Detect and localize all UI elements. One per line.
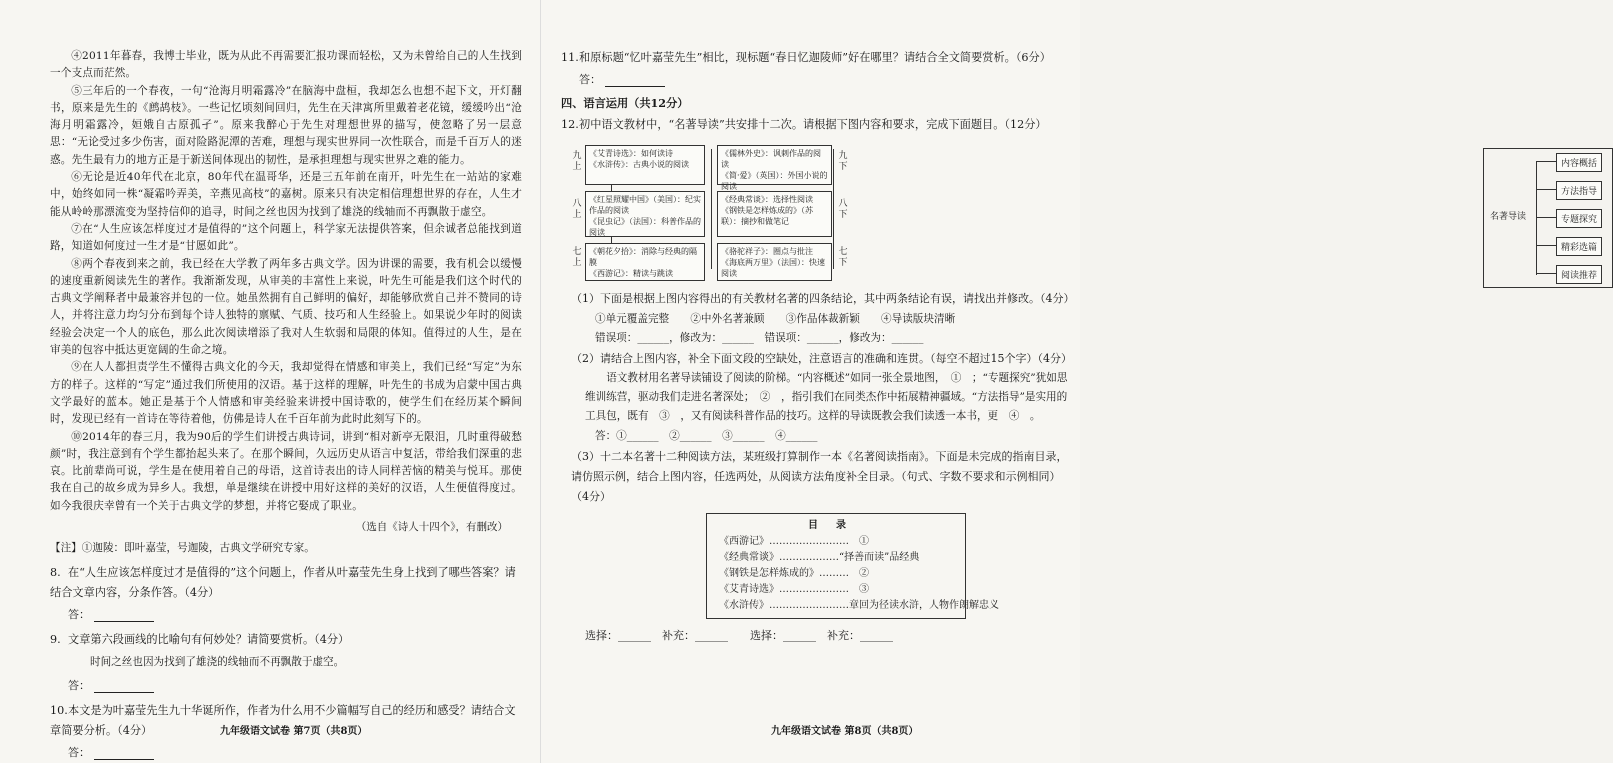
fill-answer-line[interactable]: 答：①______ ②______ ③______ ④______ [595,430,818,442]
answer-label: 答： [579,73,601,86]
answer-blank[interactable] [94,610,154,622]
toc-row: 《钢铁是怎样炼成的》……… ② [719,568,869,579]
subquestion-2: （2）请结合上图内容，补全下面文段的空缺处，注意语言的准确和连贯。（每空不超过15个字）（4分） [571,352,1072,365]
question-number: 9. [50,633,61,647]
answer-line[interactable] [579,71,1070,87]
paragraph-9: ⑨在人人都担责学生不懂得古典文化的今天，我却觉得在情感和审美上，我们已经“写定”为东方的样子。这样的“写定”通过我们所使用的汉语。基于这样的理解，叶先生的书成为启蒙中国古典文学最好的蓝本。她正是基于个人情感和审美经验来讲授中国诗歌的，使学生们在经历某个瞬间时，发现已经有一首诗在等待着他，仿佛是诗人在千百年前为此时此刻写下的。 [50,361,522,426]
toc-row: 《经典常谈》………………“择善而读”品经典 [719,552,920,563]
paragraph-6: ⑥无论是近40年代在北京，80年代在温哥华，还是三五年前在南开，叶先生在一站站的家难中，始终如同一株“凝霜吟弄美，辛燕见高枝”的嘉树。原来只有决定相信理想世界的存在，人生才能从岭岭那漂流变为坚持信仰的追寻，时间之丝也因为找到了雄浇的线轴而不再飘散于虚空。 [50,171,522,218]
answer-label: 答： [68,608,90,622]
footnote: 【注】①迦陵：即叶嘉莹，号迦陵，古典文学研究专家。 [50,542,315,555]
diagram-box: 《朝花夕拾》：消除与经典的隔膜 《西游记》：精读与跳读 [585,243,705,281]
answer-line[interactable] [68,606,522,622]
question-number: 8. [50,566,61,580]
grade-label: 九上 [572,151,582,172]
page-footer: 九年级语文试卷 第7页（共8页） [220,726,368,737]
source-citation: （选自《诗人十四个》，有删改） [355,521,508,534]
diagram-box: 《红星照耀中国》（美国）：纪实作品的阅读 《昆虫记》（法国）：科普作品的阅读 [585,191,705,237]
grade-label: 七下 [838,247,848,268]
page-footer: 九年级语文试卷 第8页（共8页） [771,726,919,737]
toc-row: 《水浒传》……………………章回为径读水浒，人物作朗解忠义 [719,600,999,611]
paragraph-4: ④2011年暮春，我博士毕业，既为从此不再需要汇报功课而轻松，又为未曾给自己的人生找到一个支点而茫然。 [50,50,522,80]
side-item: 精彩选篇 [1556,237,1602,256]
answer-line[interactable] [68,744,522,760]
left-page [0,0,540,763]
paragraph-8: ⑧两个春夜到来之前，我已经在大学教了两年多古典文学。因为讲课的需要，我有机会以缓慢的速度重新阅读先生的著作。我渐渐发现，从审美的丰富性上来说，叶先生可能是我们这个时代的古典文学阐释者中最兼容并包的一位。她虽然拥有自己鲜明的偏好，却能够欣赏自己并不赞同的诗人，并将注意力均匀分布到每个诗人独特的禀赋、气质、技巧和人生经验上。如果说少年时的阅读经验会决定一个人的底色，那么此次阅读增添了我对人生软弱和局限的体知。值得过的人生，是在审美的包容中抵达更宽阔的生命之境。 [50,257,522,357]
answer-blank[interactable] [94,681,154,693]
fill-in-paragraph: 语文教材用名著导读铺设了阅读的阶梯。“内容概述”如同一张全景地图， ① ；“专题探究”犹如思维训练营，驱动我们走进名著深处； ② ，指引我们在同类杰作中拓展精神疆域。“方法指导”是实用的工具包，既有 ③ ，又有阅读科普作品的技巧。这样的导读既教会我们读透一本书，更 ④ 。 [585,372,1068,422]
toc-row: 《艾青诗选》………………… ③ [719,584,869,595]
guide-structure-diagram [1483,148,1613,288]
selection-answer-line[interactable]: 选择：______ 补充：______ 选择：______ 补充：______ [585,629,893,642]
side-item: 内容概括 [1556,153,1602,172]
grade-label: 九下 [838,151,848,172]
question-number: 10. [50,704,68,718]
side-item: 阅读推荐 [1556,265,1602,284]
question-8 [50,563,522,603]
question-text: 文章第六段画线的比喻句有何妙处？请简要赏析。（4分） [68,633,350,647]
diagram-box: 《经典常谈》：选择性阅读 《钢铁是怎样炼成的》（苏联）：摘抄和做笔记 [717,191,832,237]
paragraph-10: ⑩2014年的春三月，我为90后的学生们讲授古典诗词，讲到“相对新亭无限泪，几时重得破愁颜”时，我注意到有个学生都抬起头来了。在那个瞬间，久远历史从语言中复活，带给我们深重的悲哀。比前辈尚可说，学生是在使用着自己的母语，这首诗表出的诗人同样苦恼的精美与悦耳。那使我在自己的故乡成为异乡人。我想，单是继续在讲授中用好这样的美好的汉语，人生便值得度过。如今我很庆幸曾有一个关于古典文学的梦想，并将它娶成了职业。 [50,430,522,512]
question-9 [50,630,522,650]
grade-label: 八下 [838,199,848,220]
correction-line[interactable]: 错误项：______，修改为：______ 错误项：______，修改为：______ [595,332,924,344]
paragraph-5: ⑤三年后的一个春夜，一句“沧海月明霜露冷”在脑海中盘桓，我却怎么也想不起下文，开灯翻书，原来是先生的《鹧鸪枝》。一些记忆顷刻间回归，先生在天津寓所里戴着老花镜，缓缓吟出“沧海月明霜露冷，姮娥自古原孤孑”。原来我醉心于先生对理想世界的描写，使忽略了另一层意思：“无论受过多少伤害，面对险路泥潭的苦难，理想与现实世界同一次性联合，而是千百万人的迷惑。先生最有力的地方正是于新送间体现出的韧性，是承担理想与现实世界之难的能力。 [50,84,522,166]
grade-label: 八上 [572,199,582,220]
paragraph-7: ⑦在“人生应该怎样度过才是值得的”这个问题上，科学家无法提供答案，但余诚者总能找到道路，知道如何度过一生才是“甘愿如此”。 [50,222,522,253]
answer-label: 答： [68,679,90,693]
toc-title: 目录 [808,520,864,531]
diagram-box: 《骆驼祥子》：圈点与批注 《海底两万里》（法国）：快速阅读 [717,243,832,281]
subquestion-3: （3）十二本名著十二种阅读方法，某班级打算制作一本《名著阅读指南》。下面是未完成的指南目录，请仿照示例，结合上图内容，任选两处，从阅读方法角度补全目录。（句式、字数不要求和示例相同）（4分） [571,450,1068,503]
side-item: 专题探究 [1556,209,1602,228]
answer-label: 答： [68,746,90,760]
toc-row: 《西游记》…………………… ① [719,536,869,547]
grade-label: 七上 [572,247,582,268]
question-text: 在“人生应该怎样度过才是值得的”这个问题上，作者从叶嘉莹先生身上找到了哪些答案？请结合文章内容，分条作答。（4分） [50,566,516,600]
answer-line[interactable] [68,677,522,693]
question-11 [561,48,1070,68]
conclusion-list: ①单元覆盖完整 ②中外名著兼顾 ③作品体裁新颖 ④导读版块清晰 [595,313,956,325]
question-12 [561,115,1070,135]
textbook-diagram [571,139,873,289]
side-item: 方法指导 [1556,181,1602,200]
question-text: 本文是为叶嘉莹先生九十华诞所作，作者为什么用不少篇幅写自己的经历和感受？请结合文章简要分析。（4分） [50,704,516,738]
question-text: 和原标题“忆叶嘉莹先生”相比，现标题“春日忆迦陵师”好在哪里？请结合全文简要赏析。（6分） [579,51,1051,64]
answer-blank[interactable] [605,75,665,87]
right-page [540,0,1598,763]
question-number: 11. [561,51,579,64]
table-of-contents [706,513,999,619]
center-label: 名著导读 [1490,212,1527,222]
question-text: 初中语文教材中，“名著导读”共安排十二次。请根据下图内容和要求，完成下面题目。（12分） [579,118,1047,131]
diagram-box: 《艾青诗选》：如何读诗 《水浒传》：古典小说的阅读 [585,145,705,185]
answer-blank[interactable] [94,748,154,760]
question-number: 12. [561,118,579,131]
subquestion-1: （1）下面是根据上图内容得出的有关教材名著的四条结论，其中两条结论有误，请找出并修改。（4分） [571,292,1075,305]
quoted-sentence: 时间之丝也因为找到了雄浇的线轴而不再飘散于虚空。 [90,656,345,669]
section-heading: 四、语言运用（共12分） [561,96,689,110]
diagram-box: 《儒林外史》：讽刺作品的阅读 《简·爱》（英国）：外国小说的阅读 [717,145,832,185]
